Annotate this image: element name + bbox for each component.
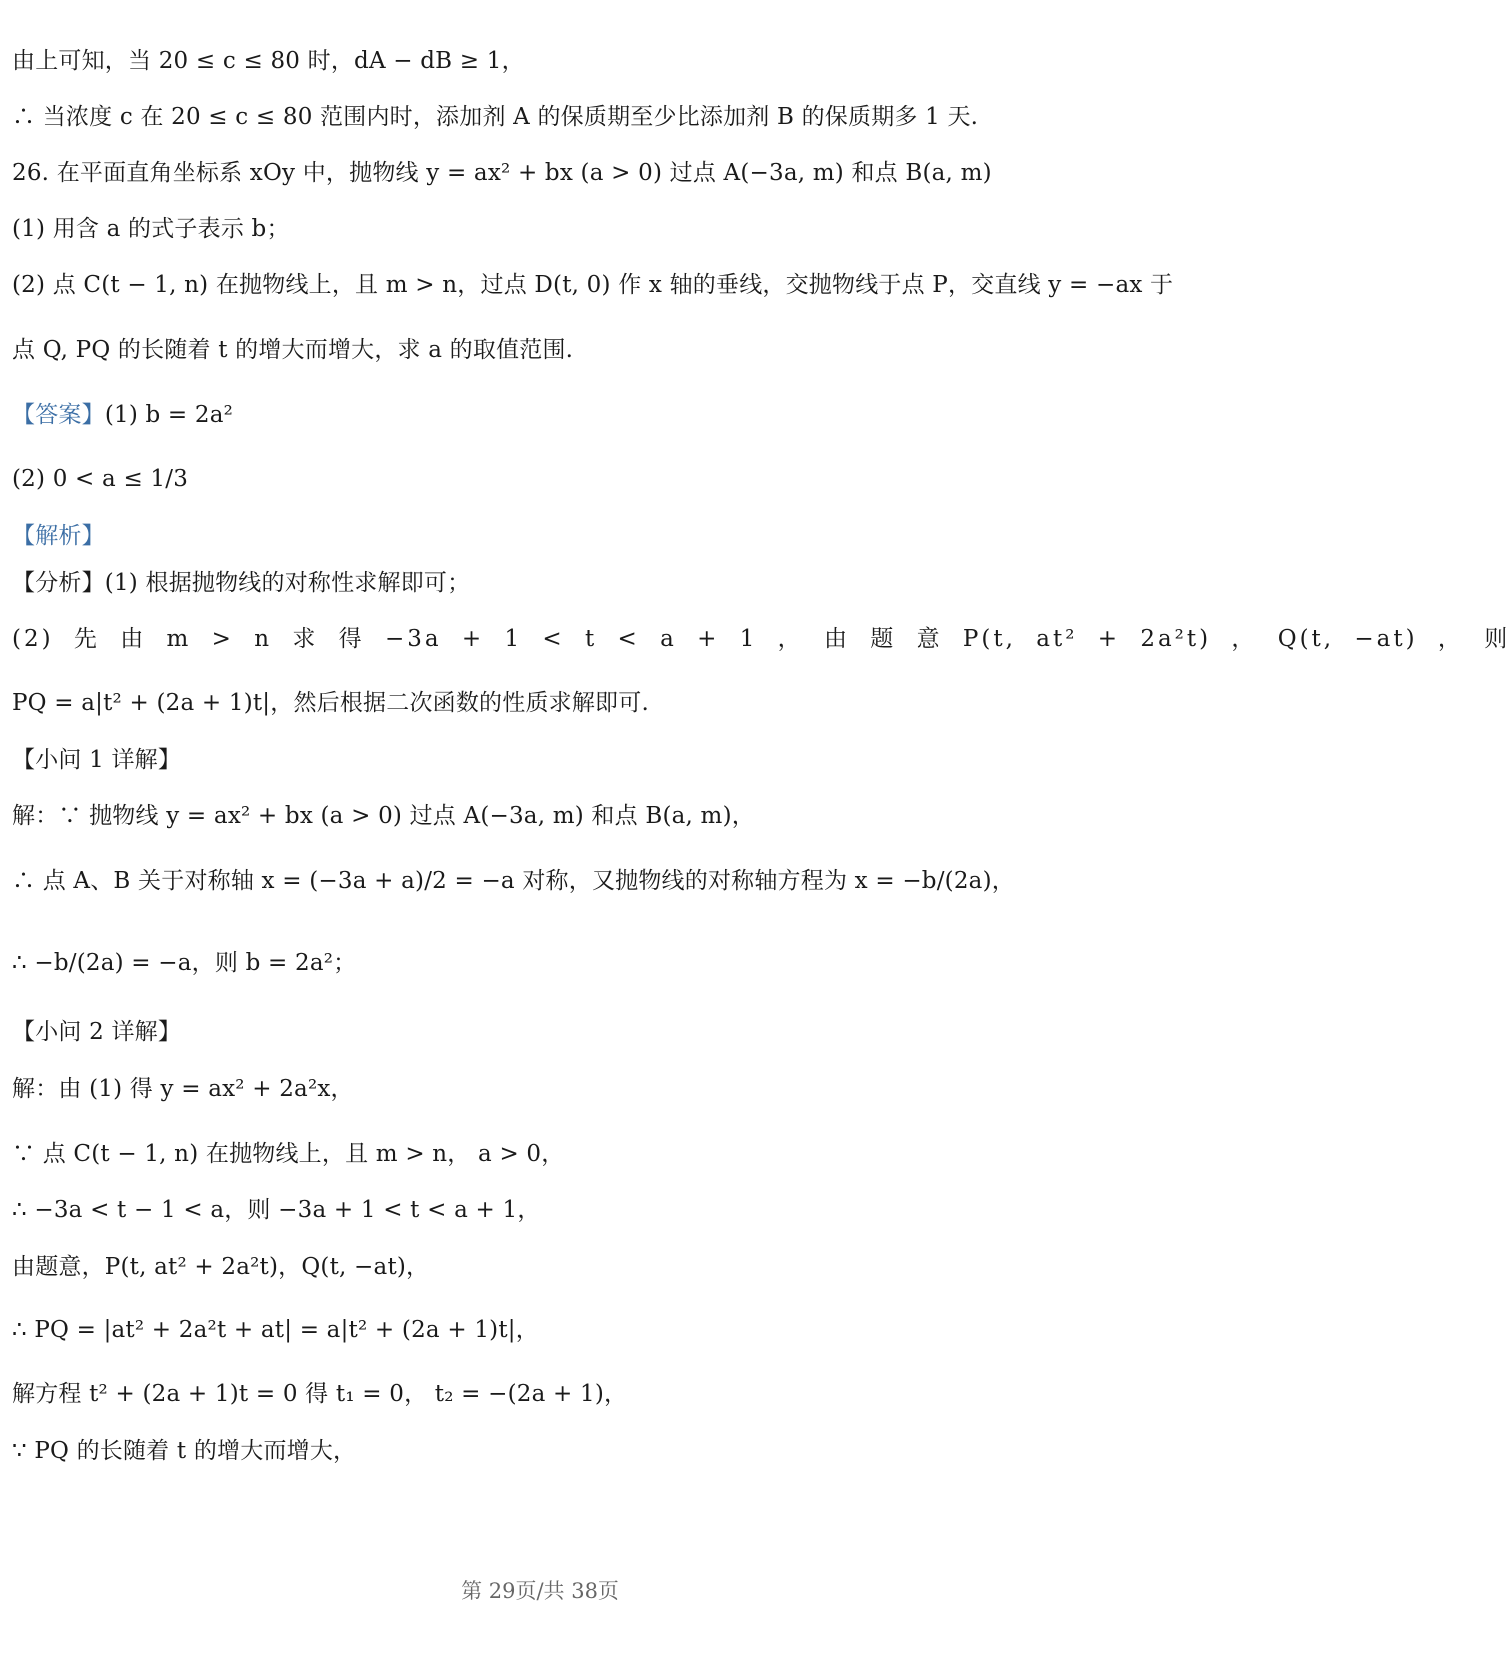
solution-1-line: ∴ −b/(2a) = −a，则 b = 2a²； [12,950,357,976]
text-line: 由上可知，当 20 ≤ c ≤ 80 时，dA − dB ≥ 1， [12,48,525,74]
solution-1-line: ∴ 点 A、B 关于对称轴 x = (−3a + a)/2 = −a 对称，又抛物线的对称轴方程为 x = −b/(2a)， [12,868,1015,894]
answer-part-2: (2) 0 < a ≤ 1/3 [12,466,189,492]
solution-2-line: ∴ −3a < t − 1 < a，则 −3a + 1 < t < a + 1， [12,1197,541,1223]
answer-line-1 [12,398,1060,432]
analysis-hint-1: 【分析】(1) 根据抛物线的对称性求解即可； [12,570,471,596]
analysis-hint-2: (2) 先 由 m > n 求 得 −3a + 1 < t < a + 1 ， 由 题 意 P(t, at² + 2a²t) ， Q(t, −at) ， 则 [12,626,1510,652]
analysis-hint-2-cont: PQ = a|t² + (2a + 1)t|，然后根据二次函数的性质求解即可. [12,690,649,716]
solution-2-line: 解：由 (1) 得 y = ax² + 2a²x， [12,1076,354,1102]
answer-part-1: (1) b = 2a² [104,402,234,428]
answer-label: 【答案】 [12,402,105,428]
page-number-footer: 第 29页/共 38页 [461,1579,619,1603]
solution-2-line: 由题意，P(t, at² + 2a²t)，Q(t, −at)， [12,1254,430,1280]
question-26-part-2: (2) 点 C(t − 1, n) 在抛物线上，且 m > n，过点 D(t, 0) 作 x 轴的垂线，交抛物线于点 P，交直线 y = −ax 于 [12,272,1174,298]
text-line: ∴ 当浓度 c 在 20 ≤ c ≤ 80 范围内时，添加剂 A 的保质期至少比添加剂 B 的保质期多 1 天. [12,104,979,130]
sub-question-1-heading: 【小问 1 详解】 [12,747,182,773]
sub-question-2-heading: 【小问 2 详解】 [12,1019,182,1045]
analysis-label: 【解析】 [12,523,105,549]
question-26-part-2-cont: 点 Q, PQ 的长随着 t 的增大而增大，求 a 的取值范围. [12,337,574,363]
question-26-part-1: (1) 用含 a 的式子表示 b； [12,216,290,242]
solution-1-line: 解：∵ 抛物线 y = ax² + bx (a > 0) 过点 A(−3a, m) 和点 B(a, m)， [12,803,755,829]
solution-2-line: ∴ PQ = |at² + 2a²t + at| = a|t² + (2a + 1)t|， [12,1317,539,1343]
solution-2-line: ∵ PQ 的长随着 t 的增大而增大， [12,1438,357,1464]
solution-2-line: 解方程 t² + (2a + 1)t = 0 得 t₁ = 0， t₂ = −(2a + 1)， [12,1381,628,1407]
question-26-stem: 26. 在平面直角坐标系 xOy 中，抛物线 y = ax² + bx (a > 0) 过点 A(−3a, m) 和点 B(a, m) [12,160,992,186]
solution-2-line: ∵ 点 C(t − 1, n) 在抛物线上，且 m > n， a > 0， [12,1141,565,1167]
